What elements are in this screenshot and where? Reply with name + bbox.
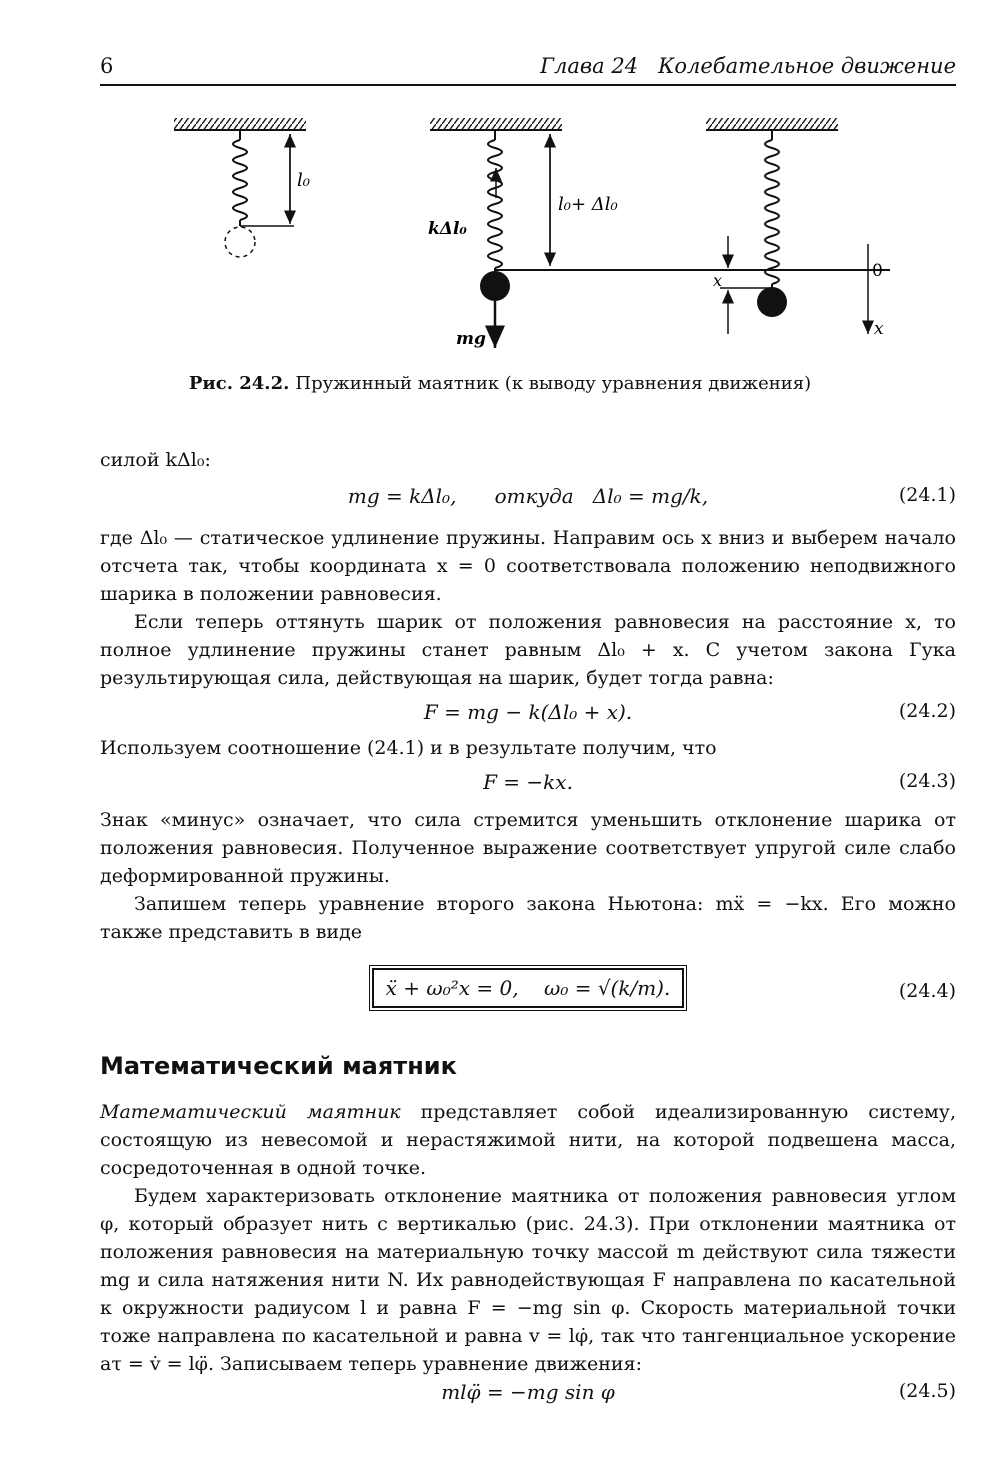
- equation-24-5: [100, 1380, 956, 1410]
- paragraph-2: Если теперь оттянуть шарик от положения равновесия на расстояние x, то полное удлинение пружины станет равным Δl₀ + x. С учетом закона Гука результирующая сила, действующая на шарик, будет тогда равна:: [100, 611, 956, 689]
- label-x-axis: x: [874, 319, 884, 339]
- equation-24-3-body: F = −kx.: [483, 770, 573, 794]
- page-header: [100, 50, 956, 86]
- figure-caption-label: Рис. 24.2.: [188, 373, 290, 394]
- paragraph-6-rest: представляет собой идеализированную систему, состоящую из невесомой и нерастяжимой нити, на которой подвешена масса, сосредоточенная в одной точке.: [100, 1101, 956, 1179]
- equation-24-4-box: ẍ + ω₀²x = 0, ω₀ = √(k/m).: [372, 968, 685, 1008]
- paragraph-intro: силой kΔl₀:: [100, 449, 211, 471]
- equation-24-3-number: (24.3): [898, 770, 956, 792]
- paragraph-5: Запишем теперь уравнение второго закона Ньютона: mẍ = −kx. Его можно также представить в виде: [100, 893, 956, 943]
- equation-24-4-wrapper: [100, 968, 956, 1008]
- label-l0-plus-dl0: l₀+ Δl₀: [558, 194, 618, 215]
- figure-caption: [0, 373, 1000, 394]
- loaded-spring: [430, 118, 890, 348]
- stretched-spring: [706, 118, 868, 334]
- unloaded-spring: [174, 118, 306, 257]
- equation-24-3: [100, 770, 956, 800]
- figure-caption-text: Пружинный маятник (к выводу уравнения движения): [295, 373, 812, 394]
- paragraph-4: Знак «минус» означает, что сила стремится уменьшить отклонение шарика от положения равновесия. Полученное выражение соответствует упругой силе слабо деформированной пружины.: [100, 809, 956, 887]
- paragraph-6-term: Математический маятник: [100, 1101, 401, 1123]
- label-zero: 0: [872, 261, 883, 281]
- spring-pendulum-figure: [160, 108, 920, 368]
- equation-24-5-body: mlφ̈ = −mg sin φ: [441, 1380, 615, 1404]
- paragraph-3: Используем соотношение (24.1) и в результате получим, что: [100, 737, 717, 759]
- equation-24-4: [100, 966, 956, 1026]
- equation-24-1-number: (24.1): [898, 484, 956, 506]
- paragraph-1: где Δl₀ — статическое удлинение пружины. Направим ось x вниз и выберем начало отсчета так, чтобы координата x = 0 соответствовала положению неподвижного шарика в положении равновесия.: [100, 527, 956, 605]
- equation-24-4-number: (24.4): [898, 980, 956, 1002]
- equation-24-5-number: (24.5): [898, 1380, 956, 1402]
- label-k-dl0: kΔl₀: [428, 219, 467, 239]
- equation-24-1-body: mg = kΔl₀, откуда Δl₀ = mg/k,: [347, 484, 709, 508]
- label-mg: mg: [456, 329, 486, 349]
- equation-24-2: [100, 700, 956, 730]
- section-title: Математический маятник: [100, 1052, 457, 1080]
- paragraph-6: [100, 1098, 956, 1182]
- label-l0: l₀: [297, 170, 310, 191]
- chapter-title: Глава 24 Колебательное движение: [540, 54, 956, 78]
- label-x-small: x: [713, 271, 723, 290]
- paragraph-7: Будем характеризовать отклонение маятника от положения равновесия углом φ, который образует нить с вертикалью (рис. 24.3). При отклонении маятника от положения равновесия на материальную точку массой m действуют сила тяжести mg и сила натяжения нити N. Их равнодействующая F направлена по касательной к окружности радиусом l и равна F = −mg sin φ. Скорость материальной точки тоже направлена по касательной и равна v = lφ̇, так что тангенциальное ускорение aτ = v̇ = lφ̈. Записываем теперь уравнение движения:: [100, 1185, 956, 1375]
- equation-24-2-body: F = mg − k(Δl₀ + x).: [423, 700, 633, 724]
- equation-24-2-number: (24.2): [898, 700, 956, 722]
- page-number: 6: [100, 54, 114, 78]
- equation-24-1: [100, 484, 956, 514]
